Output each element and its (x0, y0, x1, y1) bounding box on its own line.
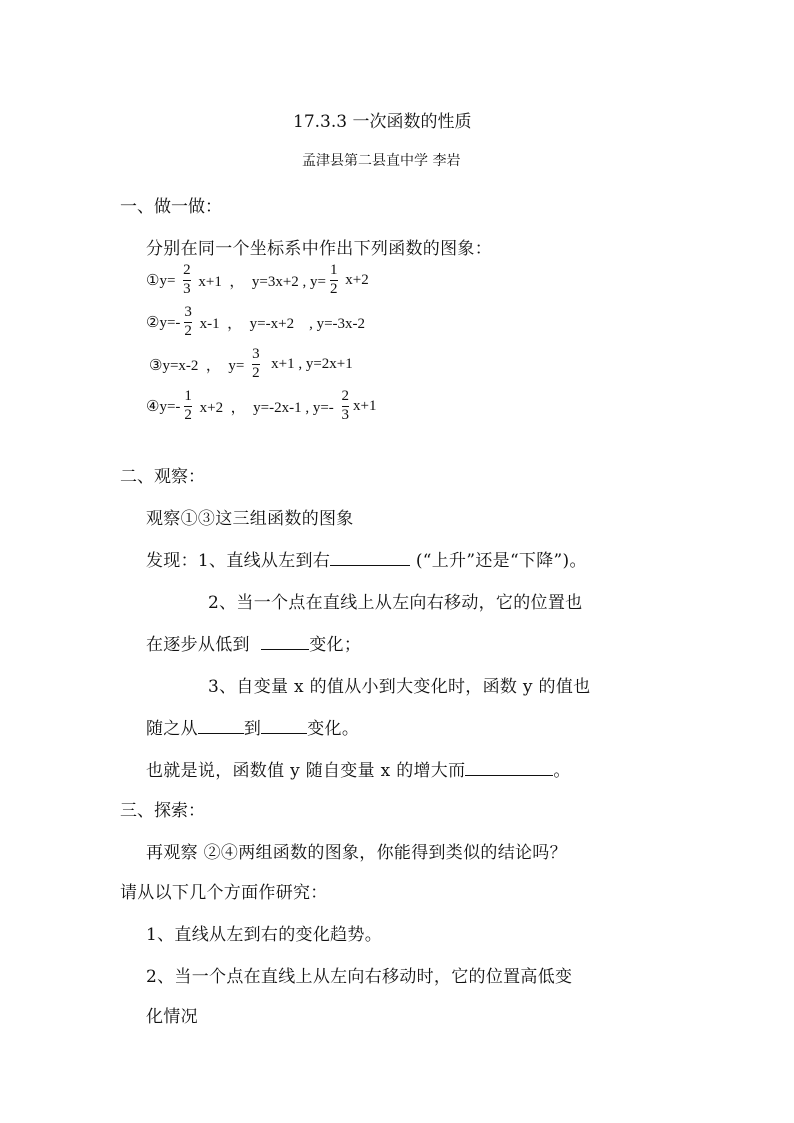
eq2-part-a: ②y=- (146, 314, 181, 331)
equation-line-1 (146, 263, 369, 298)
finding-3b-text: 随之从 (146, 719, 198, 739)
finding-1-hint: (“上升”还是“下降”)。 (410, 551, 587, 571)
finding-1 (146, 546, 587, 571)
fraction-numerator: 1 (184, 388, 192, 404)
eq4-fraction-1 (184, 389, 192, 424)
explore-item-1: 1、直线从左到右的变化趋势。 (146, 925, 383, 945)
equation-line-2 (146, 305, 365, 340)
fraction-denominator: 3 (183, 280, 191, 297)
fraction-denominator: 2 (252, 364, 260, 381)
fraction-numerator: 1 (330, 262, 338, 278)
section3-heading: 三、探索： (120, 801, 205, 821)
finding-2a: 2、当一个点在直线上从左向右移动，它的位置也 (208, 593, 583, 613)
fraction-denominator: 3 (341, 406, 350, 423)
eq2-fraction-1 (184, 305, 192, 340)
eq4-part-a: ④y=- (146, 398, 181, 415)
fraction-denominator: 2 (330, 280, 338, 297)
finding-3b-mid: 到 (243, 719, 262, 739)
answer-blank-2[interactable] (261, 634, 309, 650)
answer-blank-3[interactable] (198, 718, 244, 734)
finding-3b-end: 变化。 (307, 719, 360, 739)
author-line: 孟津县第二县直中学 李岩 (302, 153, 461, 169)
fraction-numerator: 3 (184, 304, 192, 320)
finding-3b (146, 714, 359, 739)
equation-line-3 (149, 347, 353, 382)
section2-heading: 二、观察： (120, 467, 205, 487)
finding-2b-end: 变化； (309, 635, 362, 655)
eq1-part-b: x+1 ， y=3x+2 , y= (194, 273, 327, 290)
fraction-numerator: 2 (341, 388, 350, 404)
answer-blank-1[interactable] (330, 550, 410, 566)
answer-blank-4[interactable] (261, 718, 307, 734)
explore-item-2b: 化情况 (146, 1007, 198, 1027)
finding-3a: 3、自变量 x 的值从小到大变化时，函数 y 的值也 (208, 677, 591, 697)
eq4-part-c: x+1 (353, 397, 377, 414)
eq1-fraction-2 (330, 263, 338, 298)
answer-blank-5[interactable] (465, 760, 553, 776)
finding-2b (146, 630, 361, 655)
conclusion-line (146, 756, 571, 781)
equation-line-4 (146, 389, 377, 424)
conclusion-end: 。 (553, 761, 571, 781)
eq3-fraction-1 (252, 347, 260, 382)
section1-intro: 分别在同一个坐标系中作出下列函数的图象： (146, 239, 492, 259)
eq1-part-a: ①y= (146, 272, 180, 289)
explore-item-2a: 2、当一个点在直线上从左向右移动时，它的位置高低变 (146, 967, 573, 987)
fraction-denominator: 2 (184, 322, 192, 339)
eq4-part-b: x+2 ， y=-2x-1 , y=- (195, 399, 338, 416)
explore-line-1: 再观察 ②④两组函数的图象，你能得到类似的结论吗？ (146, 843, 567, 863)
section1-heading: 一、做一做： (120, 197, 222, 217)
observe-line: 观察①③这三组函数的图象 (146, 509, 354, 529)
eq1-fraction-1 (183, 263, 191, 298)
eq3-part-a: ③y=x-2 ， y= (149, 357, 249, 374)
fraction-numerator: 2 (183, 262, 191, 278)
conclusion-text: 也就是说，函数值 y 随自变量 x 的增大而 (146, 761, 466, 781)
finding-1-text: 发现：1、直线从左到右 (146, 551, 331, 571)
eq4-fraction-2 (342, 389, 350, 424)
eq2-part-b: x-1 ， y=-x+2 , y=-3x-2 (195, 315, 366, 332)
finding-2b-text: 在逐步从低到 (146, 635, 262, 655)
eq1-part-c: x+2 (341, 271, 369, 288)
explore-line-2: 请从以下几个方面作研究： (120, 883, 328, 903)
eq3-part-b: x+1 , y=2x+1 (263, 355, 353, 372)
fraction-numerator: 3 (252, 346, 260, 362)
fraction-denominator: 2 (184, 406, 192, 423)
page-title: 17.3.3 一次函数的性质 (293, 112, 472, 132)
